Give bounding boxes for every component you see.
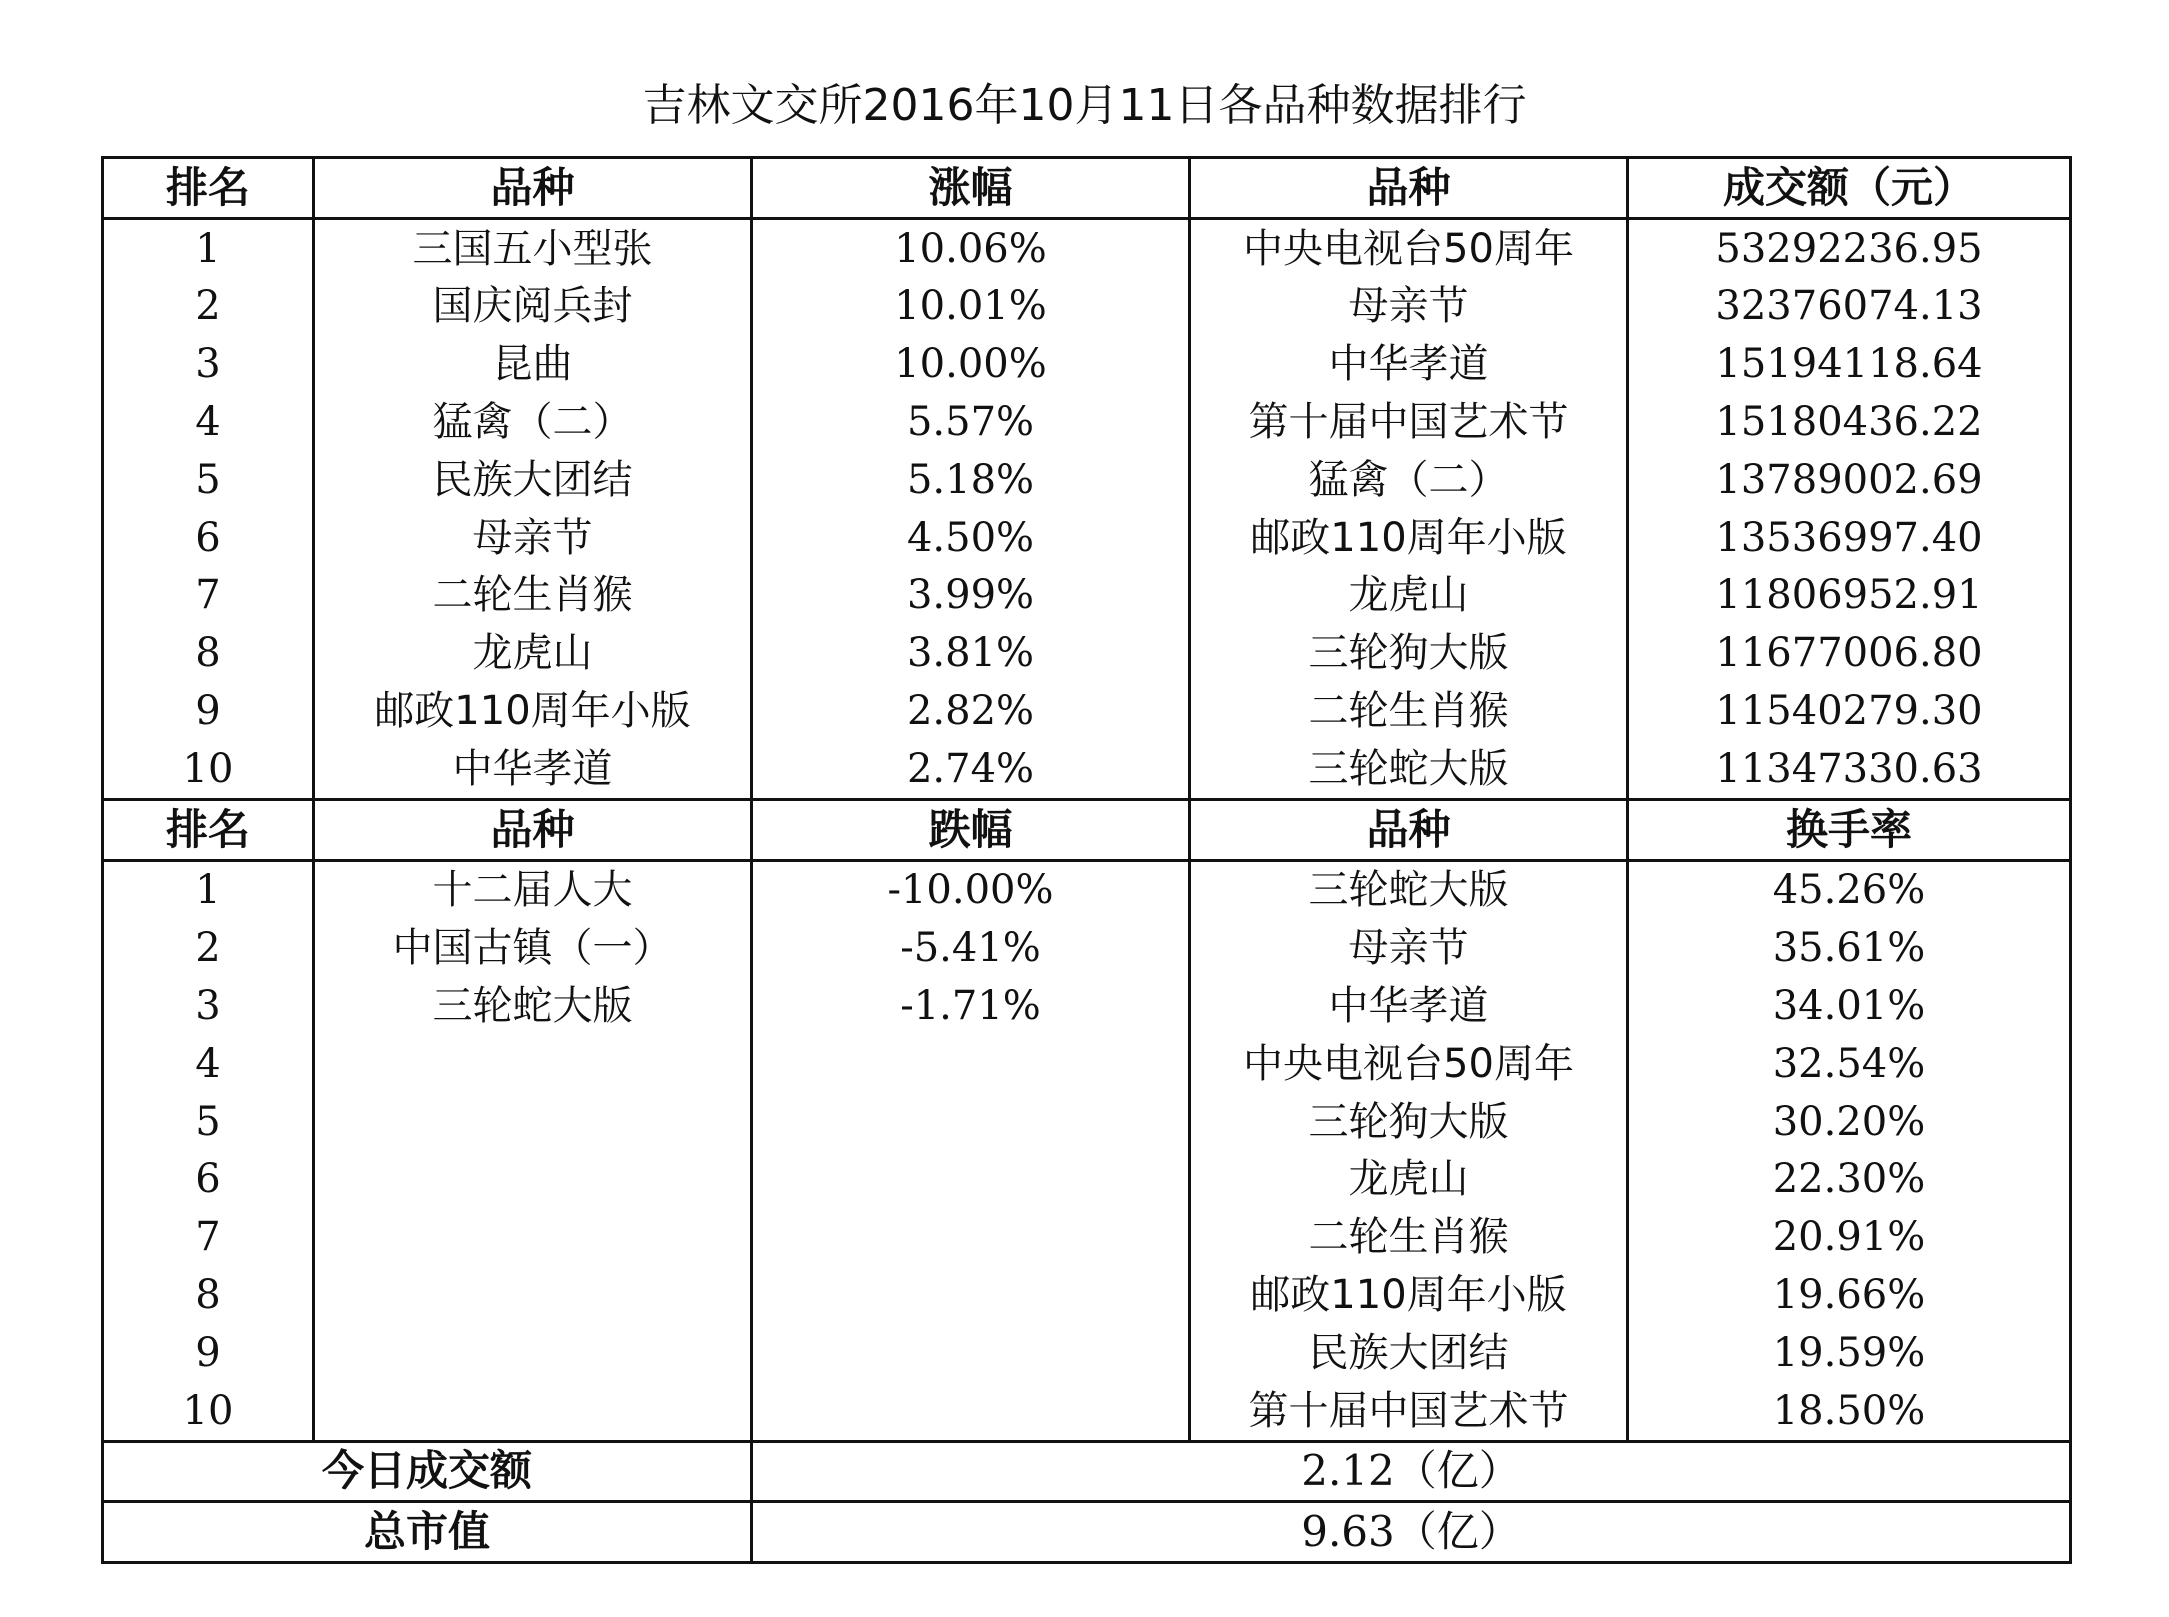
table-cell: 三轮狗大版 — [1190, 624, 1628, 682]
table-cell: 45.26% — [1628, 860, 2071, 919]
table-row — [103, 1382, 2071, 1441]
table-cell — [314, 1324, 752, 1382]
table-cell: 三轮蛇大版 — [1190, 860, 1628, 919]
table-cell — [752, 1151, 1190, 1209]
table-cell: 民族大团结 — [314, 451, 752, 509]
table-cell: 11347330.63 — [1628, 740, 2071, 799]
table-cell: 10.00% — [752, 335, 1190, 393]
table-cell: 2 — [103, 919, 314, 977]
table-cell: 7 — [103, 567, 314, 625]
table-cell: 3.81% — [752, 624, 1190, 682]
table-cell: 3 — [103, 977, 314, 1035]
column-header: 品种 — [314, 799, 752, 860]
table-cell: 7 — [103, 1208, 314, 1266]
table-cell: 中华孝道 — [314, 740, 752, 799]
column-header: 排名 — [103, 158, 314, 219]
table-cell: 4.50% — [752, 509, 1190, 567]
table-cell: 三轮狗大版 — [1190, 1093, 1628, 1151]
table-row — [103, 624, 2071, 682]
report-title: 吉林文交所2016年10月11日各品种数据排行 — [642, 80, 1527, 131]
table-cell — [314, 1093, 752, 1151]
summary-value: 9.63（亿） — [752, 1502, 2071, 1563]
table-cell: 32376074.13 — [1628, 278, 2071, 336]
table-cell: 15194118.64 — [1628, 335, 2071, 393]
table-row — [103, 1208, 2071, 1266]
table-cell: 二轮生肖猴 — [314, 567, 752, 625]
column-header: 成交额（元） — [1628, 158, 2071, 219]
summary-label: 总市值 — [103, 1502, 752, 1563]
table-cell: 母亲节 — [1190, 278, 1628, 336]
table-cell: 35.61% — [1628, 919, 2071, 977]
table-cell: 猛禽（二） — [314, 393, 752, 451]
table-row — [103, 1324, 2071, 1382]
table-cell: 32.54% — [1628, 1035, 2071, 1093]
column-header: 品种 — [1190, 158, 1628, 219]
table-cell: 19.66% — [1628, 1266, 2071, 1324]
table-cell: 3 — [103, 335, 314, 393]
table-cell — [752, 1093, 1190, 1151]
column-header: 品种 — [1190, 799, 1628, 860]
table-cell: 猛禽（二） — [1190, 451, 1628, 509]
table-cell: 13536997.40 — [1628, 509, 2071, 567]
table-row — [103, 1093, 2071, 1151]
table-cell: 11540279.30 — [1628, 682, 2071, 740]
table-cell: 龙虎山 — [1190, 567, 1628, 625]
table-row — [103, 682, 2071, 740]
table-cell: 5.57% — [752, 393, 1190, 451]
section2-header-row — [103, 799, 2071, 860]
table-cell: -5.41% — [752, 919, 1190, 977]
ranking-table-body — [103, 158, 2071, 1563]
table-cell: 十二届人大 — [314, 860, 752, 919]
table-cell: 中华孝道 — [1190, 335, 1628, 393]
table-cell: 第十届中国艺术节 — [1190, 393, 1628, 451]
table-cell: 6 — [103, 509, 314, 567]
section1-header-row — [103, 158, 2071, 219]
table-cell: 2 — [103, 278, 314, 336]
table-cell: 5 — [103, 1093, 314, 1151]
table-cell: 8 — [103, 624, 314, 682]
table-cell: 二轮生肖猴 — [1190, 1208, 1628, 1266]
table-row — [103, 393, 2071, 451]
table-cell: 二轮生肖猴 — [1190, 682, 1628, 740]
table-cell: 6 — [103, 1151, 314, 1209]
column-header: 品种 — [314, 158, 752, 219]
ranking-table — [101, 156, 2072, 1564]
table-cell: 8 — [103, 1266, 314, 1324]
table-row — [103, 860, 2071, 919]
table-cell: 邮政110周年小版 — [1190, 509, 1628, 567]
column-header: 排名 — [103, 799, 314, 860]
table-cell: 邮政110周年小版 — [314, 682, 752, 740]
table-cell: 母亲节 — [1190, 919, 1628, 977]
table-cell — [314, 1151, 752, 1209]
today-volume-row — [103, 1441, 2071, 1502]
table-row — [103, 567, 2071, 625]
table-row — [103, 451, 2071, 509]
table-cell — [752, 1208, 1190, 1266]
table-cell: 母亲节 — [314, 509, 752, 567]
table-row — [103, 218, 2071, 277]
table-cell: 19.59% — [1628, 1324, 2071, 1382]
table-cell — [314, 1208, 752, 1266]
table-cell — [752, 1324, 1190, 1382]
table-cell: 11677006.80 — [1628, 624, 2071, 682]
table-cell: 15180436.22 — [1628, 393, 2071, 451]
table-cell: 中国古镇（一） — [314, 919, 752, 977]
table-cell: -1.71% — [752, 977, 1190, 1035]
market-cap-row — [103, 1502, 2071, 1563]
table-cell — [752, 1266, 1190, 1324]
table-cell: 9 — [103, 682, 314, 740]
table-cell: 11806952.91 — [1628, 567, 2071, 625]
table-cell: 龙虎山 — [1190, 1151, 1628, 1209]
table-row — [103, 740, 2071, 799]
table-row — [103, 278, 2071, 336]
table-cell: 中央电视台50周年 — [1190, 1035, 1628, 1093]
table-row — [103, 335, 2071, 393]
table-cell: 1 — [103, 860, 314, 919]
table-row — [103, 1035, 2071, 1093]
table-cell: 13789002.69 — [1628, 451, 2071, 509]
table-cell — [314, 1382, 752, 1441]
table-cell: 10.06% — [752, 218, 1190, 277]
table-cell: -10.00% — [752, 860, 1190, 919]
table-cell: 10.01% — [752, 278, 1190, 336]
table-cell: 18.50% — [1628, 1382, 2071, 1441]
table-cell — [752, 1382, 1190, 1441]
table-row — [103, 977, 2071, 1035]
table-cell — [314, 1266, 752, 1324]
table-row — [103, 919, 2071, 977]
table-cell: 三轮蛇大版 — [314, 977, 752, 1035]
table-cell: 第十届中国艺术节 — [1190, 1382, 1628, 1441]
column-header: 跌幅 — [752, 799, 1190, 860]
column-header: 换手率 — [1628, 799, 2071, 860]
table-cell: 9 — [103, 1324, 314, 1382]
table-cell: 10 — [103, 740, 314, 799]
table-row — [103, 1266, 2071, 1324]
table-cell: 国庆阅兵封 — [314, 278, 752, 336]
table-cell: 10 — [103, 1382, 314, 1441]
table-cell: 3.99% — [752, 567, 1190, 625]
table-cell: 34.01% — [1628, 977, 2071, 1035]
table-row — [103, 1151, 2071, 1209]
table-cell: 中华孝道 — [1190, 977, 1628, 1035]
table-cell: 22.30% — [1628, 1151, 2071, 1209]
table-cell: 4 — [103, 393, 314, 451]
table-cell: 53292236.95 — [1628, 218, 2071, 277]
table-cell: 30.20% — [1628, 1093, 2071, 1151]
table-cell: 龙虎山 — [314, 624, 752, 682]
summary-value: 2.12（亿） — [752, 1441, 2071, 1502]
table-cell: 2.74% — [752, 740, 1190, 799]
table-cell: 5 — [103, 451, 314, 509]
table-row — [103, 509, 2071, 567]
table-cell: 2.82% — [752, 682, 1190, 740]
table-cell: 昆曲 — [314, 335, 752, 393]
table-cell — [752, 1035, 1190, 1093]
table-cell: 邮政110周年小版 — [1190, 1266, 1628, 1324]
table-cell: 4 — [103, 1035, 314, 1093]
table-cell — [314, 1035, 752, 1093]
table-cell: 20.91% — [1628, 1208, 2071, 1266]
table-cell: 5.18% — [752, 451, 1190, 509]
column-header: 涨幅 — [752, 158, 1190, 219]
table-cell: 民族大团结 — [1190, 1324, 1628, 1382]
summary-label: 今日成交额 — [103, 1441, 752, 1502]
table-cell: 三轮蛇大版 — [1190, 740, 1628, 799]
table-cell: 中央电视台50周年 — [1190, 218, 1628, 277]
table-cell: 三国五小型张 — [314, 218, 752, 277]
table-cell: 1 — [103, 218, 314, 277]
